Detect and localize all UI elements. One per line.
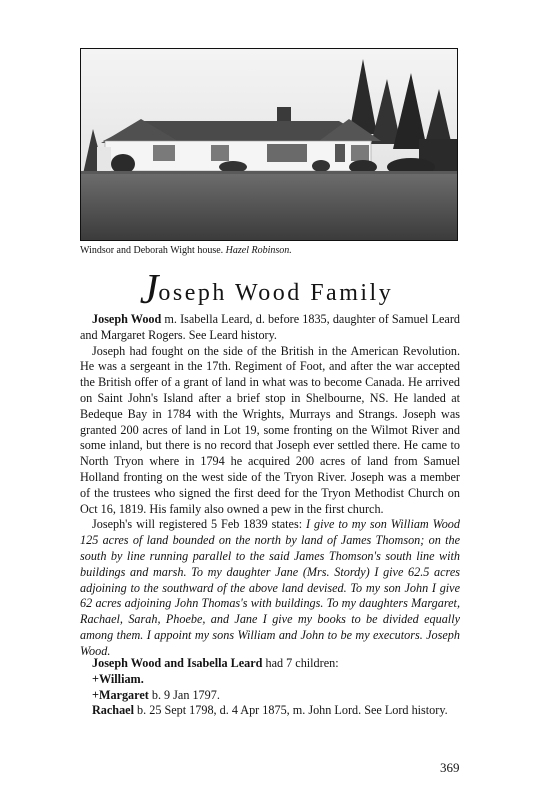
photo-caption-text: Windsor and Deborah Wight house. bbox=[80, 245, 224, 256]
children-intro bbox=[80, 656, 460, 672]
house-photo-illustration bbox=[81, 49, 458, 241]
chapter-title-initial: J bbox=[139, 267, 159, 313]
paragraph-will-intro: Joseph's will registered 5 Feb 1839 states: bbox=[92, 517, 307, 532]
page-number: 369 bbox=[440, 760, 460, 775]
child-entry bbox=[80, 703, 460, 719]
child-entry bbox=[80, 688, 460, 704]
paragraph-lead-name: Joseph Wood bbox=[92, 312, 162, 326]
children-count: had 7 children: bbox=[262, 656, 339, 670]
paragraph-will bbox=[80, 517, 460, 659]
house-photo bbox=[80, 48, 458, 241]
photo-caption bbox=[80, 245, 292, 256]
child-entry bbox=[80, 672, 460, 688]
child-name: +William. bbox=[92, 671, 144, 686]
body-text bbox=[80, 312, 460, 660]
chapter-title bbox=[0, 266, 533, 314]
child-name: Rachael bbox=[92, 703, 134, 718]
child-details: b. 25 Sept 1798, d. 4 Apr 1875, m. John Lord. See Lord history. bbox=[133, 703, 448, 718]
photo-credit: Hazel Robinson. bbox=[225, 245, 292, 256]
child-details: b. 9 Jan 1797. bbox=[148, 687, 220, 702]
paragraph-marriage-text: m. Isabella Leard, d. before 1835, daughter of Samuel Leard and Margaret Rogers. See Leard history. bbox=[80, 312, 460, 342]
children-section bbox=[80, 656, 460, 719]
paragraph-will-quote: I give to my son William Wood 125 acres of land bounded on the north by land of James Thomson; on the south by line running parallel to the said James Thomson's south line with buildings and marsh. To my daughter Jane (Mrs. Stordy) I give 62.5 acres adjoining to the southward of the above land devised. To my son John I give 62 acres adjoining John Thomas's with buildings. To my daughters Margaret, Rachael, Sarah, Phoebe, and Jane I give my books to be divided equally among them. I appoint my sons William and John to be my executors. Joseph Wood. bbox=[80, 517, 460, 658]
paragraph-marriage bbox=[80, 312, 460, 344]
paragraph-history: Joseph had fought on the side of the British in the American Revolution. He was a sergeant in the 17th. Regiment of Foot, and after the war accepted the British offer of a grant of land in what was to become Canada. He arrived on Saint John's Island after a brief stop in Shelbourne, NS. He landed at Bedeque Bay in 1784 with the Wrights, Murrays and Strangs. Joseph was granted 200 acres of land in Lot 19, some fronting on the Wilmot River and some inland, but there is no record that Joseph ever settled there. He came to North Tryon where in 1794 he acquired 200 acres of land from Samuel Holland fronting on the west side of the Tryon River. Joseph was a member of the trustees who signed the first deed for the Tryon Methodist Church on Oct 16, 1819. His family also owned a pew in the first church. bbox=[80, 343, 460, 516]
chapter-title-text: oseph Wood Family bbox=[158, 280, 394, 306]
child-name: +Margaret bbox=[92, 687, 149, 702]
children-parents: Joseph Wood and Isabella Leard bbox=[92, 656, 263, 670]
